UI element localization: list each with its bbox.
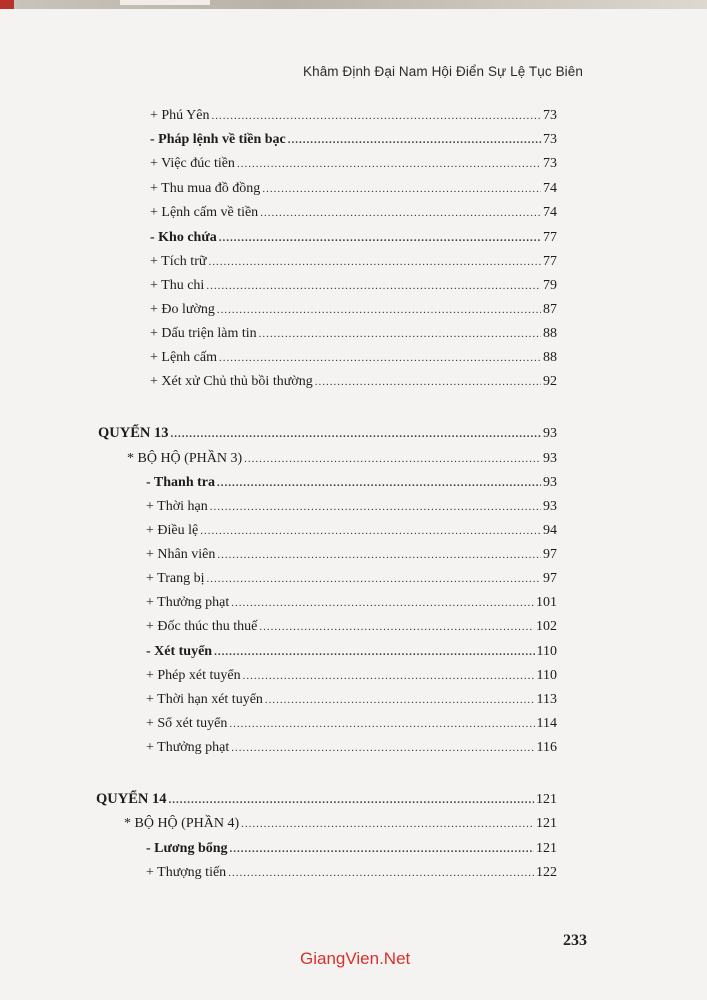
toc-entry-page: 97 bbox=[543, 547, 557, 562]
toc-leader-dots bbox=[217, 474, 541, 492]
toc-entry bbox=[146, 570, 557, 588]
toc-leader-dots bbox=[229, 715, 534, 733]
top-light-bar bbox=[120, 0, 210, 5]
toc-leader-dots bbox=[260, 204, 541, 222]
toc-leader-dots bbox=[262, 180, 541, 198]
toc-entry-label: + Xét xử Chủ thủ bồi thường bbox=[150, 374, 313, 389]
toc-entry bbox=[150, 325, 557, 343]
toc-entry-label: + Đốc thúc thu thuế bbox=[146, 619, 258, 634]
toc-entry-page: 88 bbox=[543, 326, 557, 341]
toc-entry-page: 101 bbox=[536, 595, 557, 610]
toc-leader-dots bbox=[265, 691, 535, 709]
toc-entry-page: 92 bbox=[543, 374, 557, 389]
toc-entry bbox=[146, 864, 557, 882]
toc-leader-dots bbox=[288, 131, 541, 149]
toc-entry bbox=[146, 691, 557, 709]
toc-entry-page: 93 bbox=[543, 426, 557, 441]
toc-leader-dots bbox=[217, 546, 541, 564]
toc-entry-page: 93 bbox=[543, 499, 557, 514]
toc-entry-label: + Thu chi bbox=[150, 278, 205, 293]
toc-entry-label: + Lệnh cấm bbox=[150, 350, 217, 365]
toc-leader-dots bbox=[243, 667, 535, 685]
toc-leader-dots bbox=[212, 107, 542, 125]
toc-leader-dots bbox=[237, 155, 541, 173]
toc-entry-label: + Trang bị bbox=[146, 571, 205, 586]
toc-entry-label: - Xét tuyển bbox=[146, 644, 213, 659]
toc-leader-dots bbox=[231, 594, 534, 612]
toc-entry-label: - Thanh tra bbox=[146, 475, 215, 490]
toc-entry-label: + Thưởng phạt bbox=[146, 740, 230, 755]
toc-entry-label: + Phú Yên bbox=[150, 108, 210, 123]
toc-entry-page: 77 bbox=[543, 254, 557, 269]
watermark: GiangVien.Net bbox=[300, 949, 411, 968]
toc-entry-label: QUYỂN 13 bbox=[98, 425, 169, 441]
toc-leader-dots bbox=[241, 815, 534, 833]
toc-leader-dots bbox=[219, 229, 541, 247]
toc-entry-label: + Đo lường bbox=[150, 302, 215, 317]
toc-leader-dots bbox=[171, 425, 542, 443]
toc-entry-label: + Thưởng phạt bbox=[146, 595, 230, 610]
toc-entry-label: - Kho chứa bbox=[150, 230, 217, 245]
toc-entry bbox=[150, 301, 557, 319]
toc-entry-page: 122 bbox=[536, 865, 557, 880]
toc-leader-dots bbox=[217, 301, 541, 319]
toc-entry-page: 121 bbox=[536, 792, 557, 807]
toc-entry-page: 77 bbox=[543, 230, 557, 245]
toc-leader-dots bbox=[230, 840, 534, 858]
toc-entry-label: + Thượng tiến bbox=[146, 865, 227, 880]
toc-entry-page: 97 bbox=[543, 571, 557, 586]
toc-leader-dots bbox=[206, 570, 541, 588]
toc-entry bbox=[150, 373, 557, 391]
toc-entry-page: 79 bbox=[543, 278, 557, 293]
top-edge-strip bbox=[0, 0, 707, 9]
toc-leader-dots bbox=[244, 450, 541, 468]
toc-entry-label: QUYỂN 14 bbox=[96, 791, 167, 807]
toc-entry bbox=[146, 594, 557, 612]
toc-entry bbox=[146, 546, 557, 564]
toc-entry-label: + Tích trữ bbox=[150, 254, 207, 269]
toc-entry-label: + Phép xét tuyển bbox=[146, 668, 241, 683]
toc-entry-page: 73 bbox=[543, 108, 557, 123]
toc-entry bbox=[150, 204, 557, 222]
toc-entry bbox=[146, 667, 557, 685]
toc-entry bbox=[150, 131, 557, 149]
toc-entry-page: 74 bbox=[543, 181, 557, 196]
toc-entry-label: + Sổ xét tuyển bbox=[146, 716, 228, 731]
toc-leader-dots bbox=[214, 643, 534, 661]
toc-volume-heading bbox=[98, 424, 557, 443]
running-header: Khâm Định Đại Nam Hội Điển Sự Lệ Tục Biên bbox=[302, 64, 583, 79]
toc-entry bbox=[150, 155, 557, 173]
toc-leader-dots bbox=[208, 253, 541, 271]
toc-section-heading bbox=[127, 450, 557, 468]
toc-entry-label: + Lệnh cấm về tiền bbox=[150, 205, 259, 220]
toc-entry-label: - Pháp lệnh về tiền bạc bbox=[150, 132, 286, 147]
toc-entry bbox=[150, 277, 557, 295]
red-corner-mark bbox=[0, 0, 14, 9]
toc-entry-page: 116 bbox=[536, 740, 557, 755]
toc-section-heading bbox=[124, 815, 557, 833]
toc-entry bbox=[146, 474, 557, 492]
toc-leader-dots bbox=[315, 373, 541, 391]
toc-entry-label: + Việc đúc tiền bbox=[150, 156, 235, 171]
toc-entry-label: * BỘ HỘ (PHẦN 3) bbox=[127, 451, 243, 466]
toc-entry-page: 110 bbox=[536, 668, 557, 683]
toc-entry-page: 93 bbox=[543, 451, 557, 466]
toc-entry bbox=[146, 498, 557, 516]
toc-leader-dots bbox=[259, 325, 541, 343]
toc-entry-label: + Thời hạn bbox=[146, 499, 208, 514]
toc-entry-page: 73 bbox=[543, 156, 557, 171]
toc-entry-page: 94 bbox=[543, 523, 557, 538]
toc-entry bbox=[150, 229, 557, 247]
toc-entry-page: 93 bbox=[543, 475, 557, 490]
toc-entry-page: 114 bbox=[536, 716, 557, 731]
toc-entry bbox=[146, 618, 557, 636]
toc-entry bbox=[150, 107, 557, 125]
toc-entry-page: 121 bbox=[536, 841, 557, 856]
toc-entry-page: 102 bbox=[536, 619, 557, 634]
toc-entry-label: + Nhân viên bbox=[146, 547, 216, 562]
toc-entry-page: 73 bbox=[543, 132, 557, 147]
toc-entry-label: + Điều lệ bbox=[146, 523, 199, 538]
toc-entry-label: + Thời hạn xét tuyển bbox=[146, 692, 263, 707]
toc-entry bbox=[150, 253, 557, 271]
toc-leader-dots bbox=[228, 864, 534, 882]
toc-entry-page: 121 bbox=[536, 816, 557, 831]
toc-leader-dots bbox=[200, 522, 541, 540]
toc-entry bbox=[146, 739, 557, 757]
toc-entry bbox=[146, 522, 557, 540]
toc-entry-page: 87 bbox=[543, 302, 557, 317]
toc-entry bbox=[146, 715, 557, 733]
toc-entry-page: 110 bbox=[536, 644, 557, 659]
toc-leader-dots bbox=[206, 277, 541, 295]
toc-entry bbox=[150, 180, 557, 198]
toc-entry-label: - Lương bổng bbox=[146, 841, 228, 856]
toc-leader-dots bbox=[169, 791, 535, 809]
toc-leader-dots bbox=[219, 349, 541, 367]
toc-leader-dots bbox=[259, 618, 534, 636]
toc-leader-dots bbox=[231, 739, 534, 757]
toc-entry-label: + Dấu triện làm tin bbox=[150, 326, 257, 341]
toc-entry-label: * BỘ HỘ (PHẦN 4) bbox=[124, 816, 240, 831]
toc-entry bbox=[146, 643, 557, 661]
toc-entry bbox=[150, 349, 557, 367]
toc-entry bbox=[146, 840, 557, 858]
page-number: 233 bbox=[563, 932, 587, 949]
toc-entry-page: 88 bbox=[543, 350, 557, 365]
toc-volume-heading bbox=[96, 790, 557, 809]
toc-leader-dots bbox=[210, 498, 541, 516]
toc-entry-label: + Thu mua đồ đồng bbox=[150, 181, 261, 196]
toc-entry-page: 113 bbox=[536, 692, 557, 707]
toc-entry-page: 74 bbox=[543, 205, 557, 220]
